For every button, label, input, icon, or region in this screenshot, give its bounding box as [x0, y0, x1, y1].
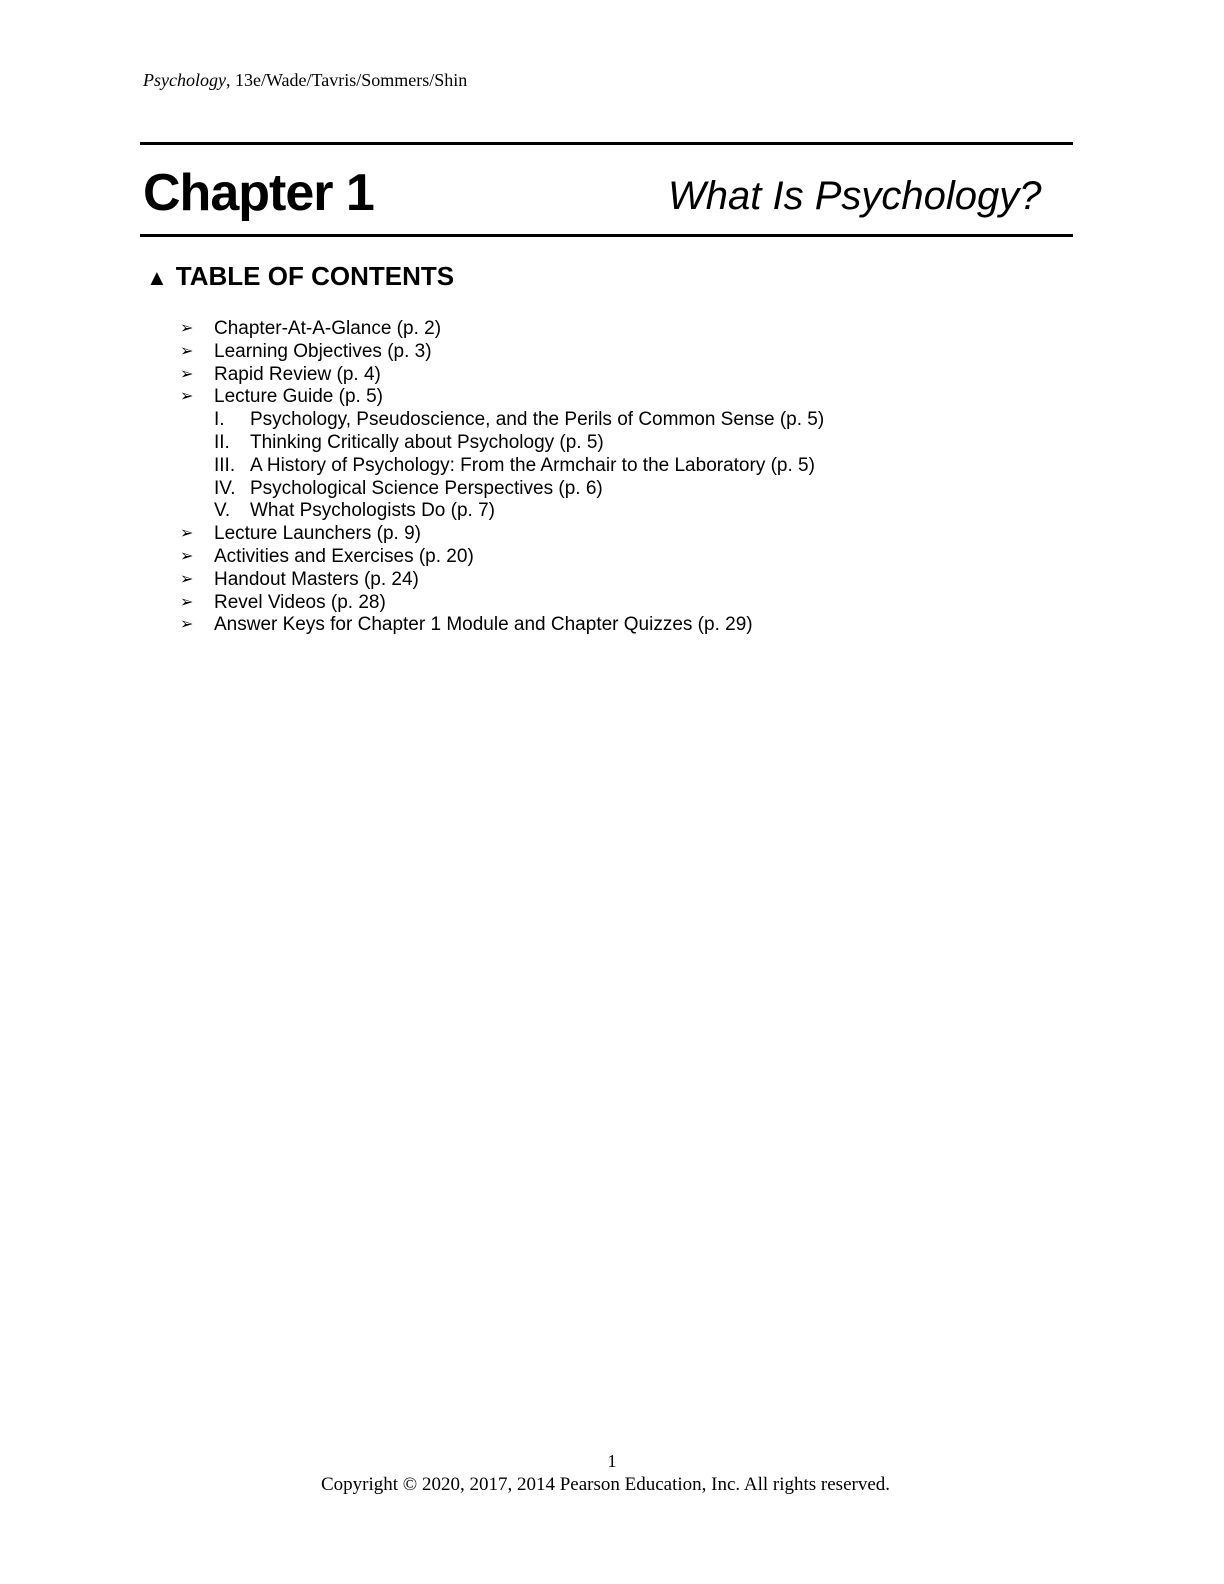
- toc-item: [180, 592, 824, 615]
- roman-numeral: V.: [214, 500, 231, 522]
- toc-item-text: Activities and Exercises (p. 20): [214, 545, 474, 567]
- toc-item: [180, 569, 824, 592]
- running-header: [143, 70, 467, 91]
- arrow-bullet-icon: ➢: [180, 570, 194, 588]
- toc-item-text: Handout Masters (p. 24): [214, 568, 419, 590]
- toc-subitem: [180, 478, 824, 501]
- toc-item-text: Chapter-At-A-Glance (p. 2): [214, 318, 442, 339]
- arrow-bullet-icon: ➢: [180, 365, 194, 383]
- chapter-number: Chapter 1: [143, 164, 374, 222]
- book-title: Psychology: [143, 70, 226, 90]
- bottom-rule: [140, 234, 1073, 237]
- arrow-bullet-icon: ➢: [180, 616, 194, 634]
- toc-subitem-text: Thinking Critically about Psychology (p. 5): [250, 431, 604, 453]
- toc-heading: [146, 259, 454, 295]
- toc-subitem-text: What Psychologists Do (p. 7): [250, 500, 495, 522]
- toc-item-text: Lecture Launchers (p. 9): [214, 523, 422, 545]
- toc-item-text: Lecture Guide (p. 5): [214, 386, 383, 408]
- toc-subitem-text: A History of Psychology: From the Armchair to the Laboratory (p. 5): [250, 454, 815, 476]
- roman-numeral: IV.: [214, 477, 236, 499]
- roman-numeral: III.: [214, 454, 236, 476]
- toc-item: [180, 318, 824, 341]
- toc-subitem-text: Psychological Science Perspectives (p. 6): [250, 477, 603, 499]
- toc-item: [180, 386, 824, 409]
- toc-subitem: [180, 500, 824, 523]
- toc-item: [180, 341, 824, 364]
- toc-subitem: [180, 455, 824, 478]
- toc-item-text: Rapid Review (p. 4): [214, 363, 381, 385]
- roman-numeral: I.: [214, 409, 225, 431]
- book-meta: , 13e/Wade/Tavris/Sommers/Shin: [225, 70, 468, 90]
- chapter-title: What Is Psychology?: [668, 174, 1042, 218]
- arrow-bullet-icon: ➢: [180, 388, 194, 406]
- toc-subitem: [180, 409, 824, 432]
- roman-numeral: II.: [214, 431, 230, 453]
- triangle-up-icon: ▲: [146, 265, 168, 290]
- arrow-bullet-icon: ➢: [180, 593, 194, 611]
- toc-heading-text: TABLE OF CONTENTS: [175, 261, 455, 291]
- toc-item: [180, 614, 824, 637]
- toc-item-text: Learning Objectives (p. 3): [214, 340, 432, 362]
- arrow-bullet-icon: ➢: [180, 320, 194, 337]
- top-rule: [140, 142, 1073, 145]
- toc-subitem: [180, 432, 824, 455]
- toc-item: [180, 523, 824, 546]
- arrow-bullet-icon: ➢: [180, 342, 194, 360]
- copyright-notice: Copyright © 2020, 2017, 2014 Pearson Education, Inc. All rights reserved.: [320, 1474, 891, 1495]
- toc-item-text: Revel Videos (p. 28): [214, 591, 386, 613]
- toc-item: [180, 364, 824, 387]
- page-number: 1: [607, 1451, 617, 1471]
- toc-item: [180, 546, 824, 569]
- toc-subitem-text: Psychology, Pseudoscience, and the Perils of Common Sense (p. 5): [250, 409, 825, 431]
- arrow-bullet-icon: ➢: [180, 525, 194, 543]
- arrow-bullet-icon: ➢: [180, 547, 194, 565]
- toc-list: [180, 318, 824, 637]
- toc-item-text: Answer Keys for Chapter 1 Module and Chapter Quizzes (p. 29): [214, 614, 753, 636]
